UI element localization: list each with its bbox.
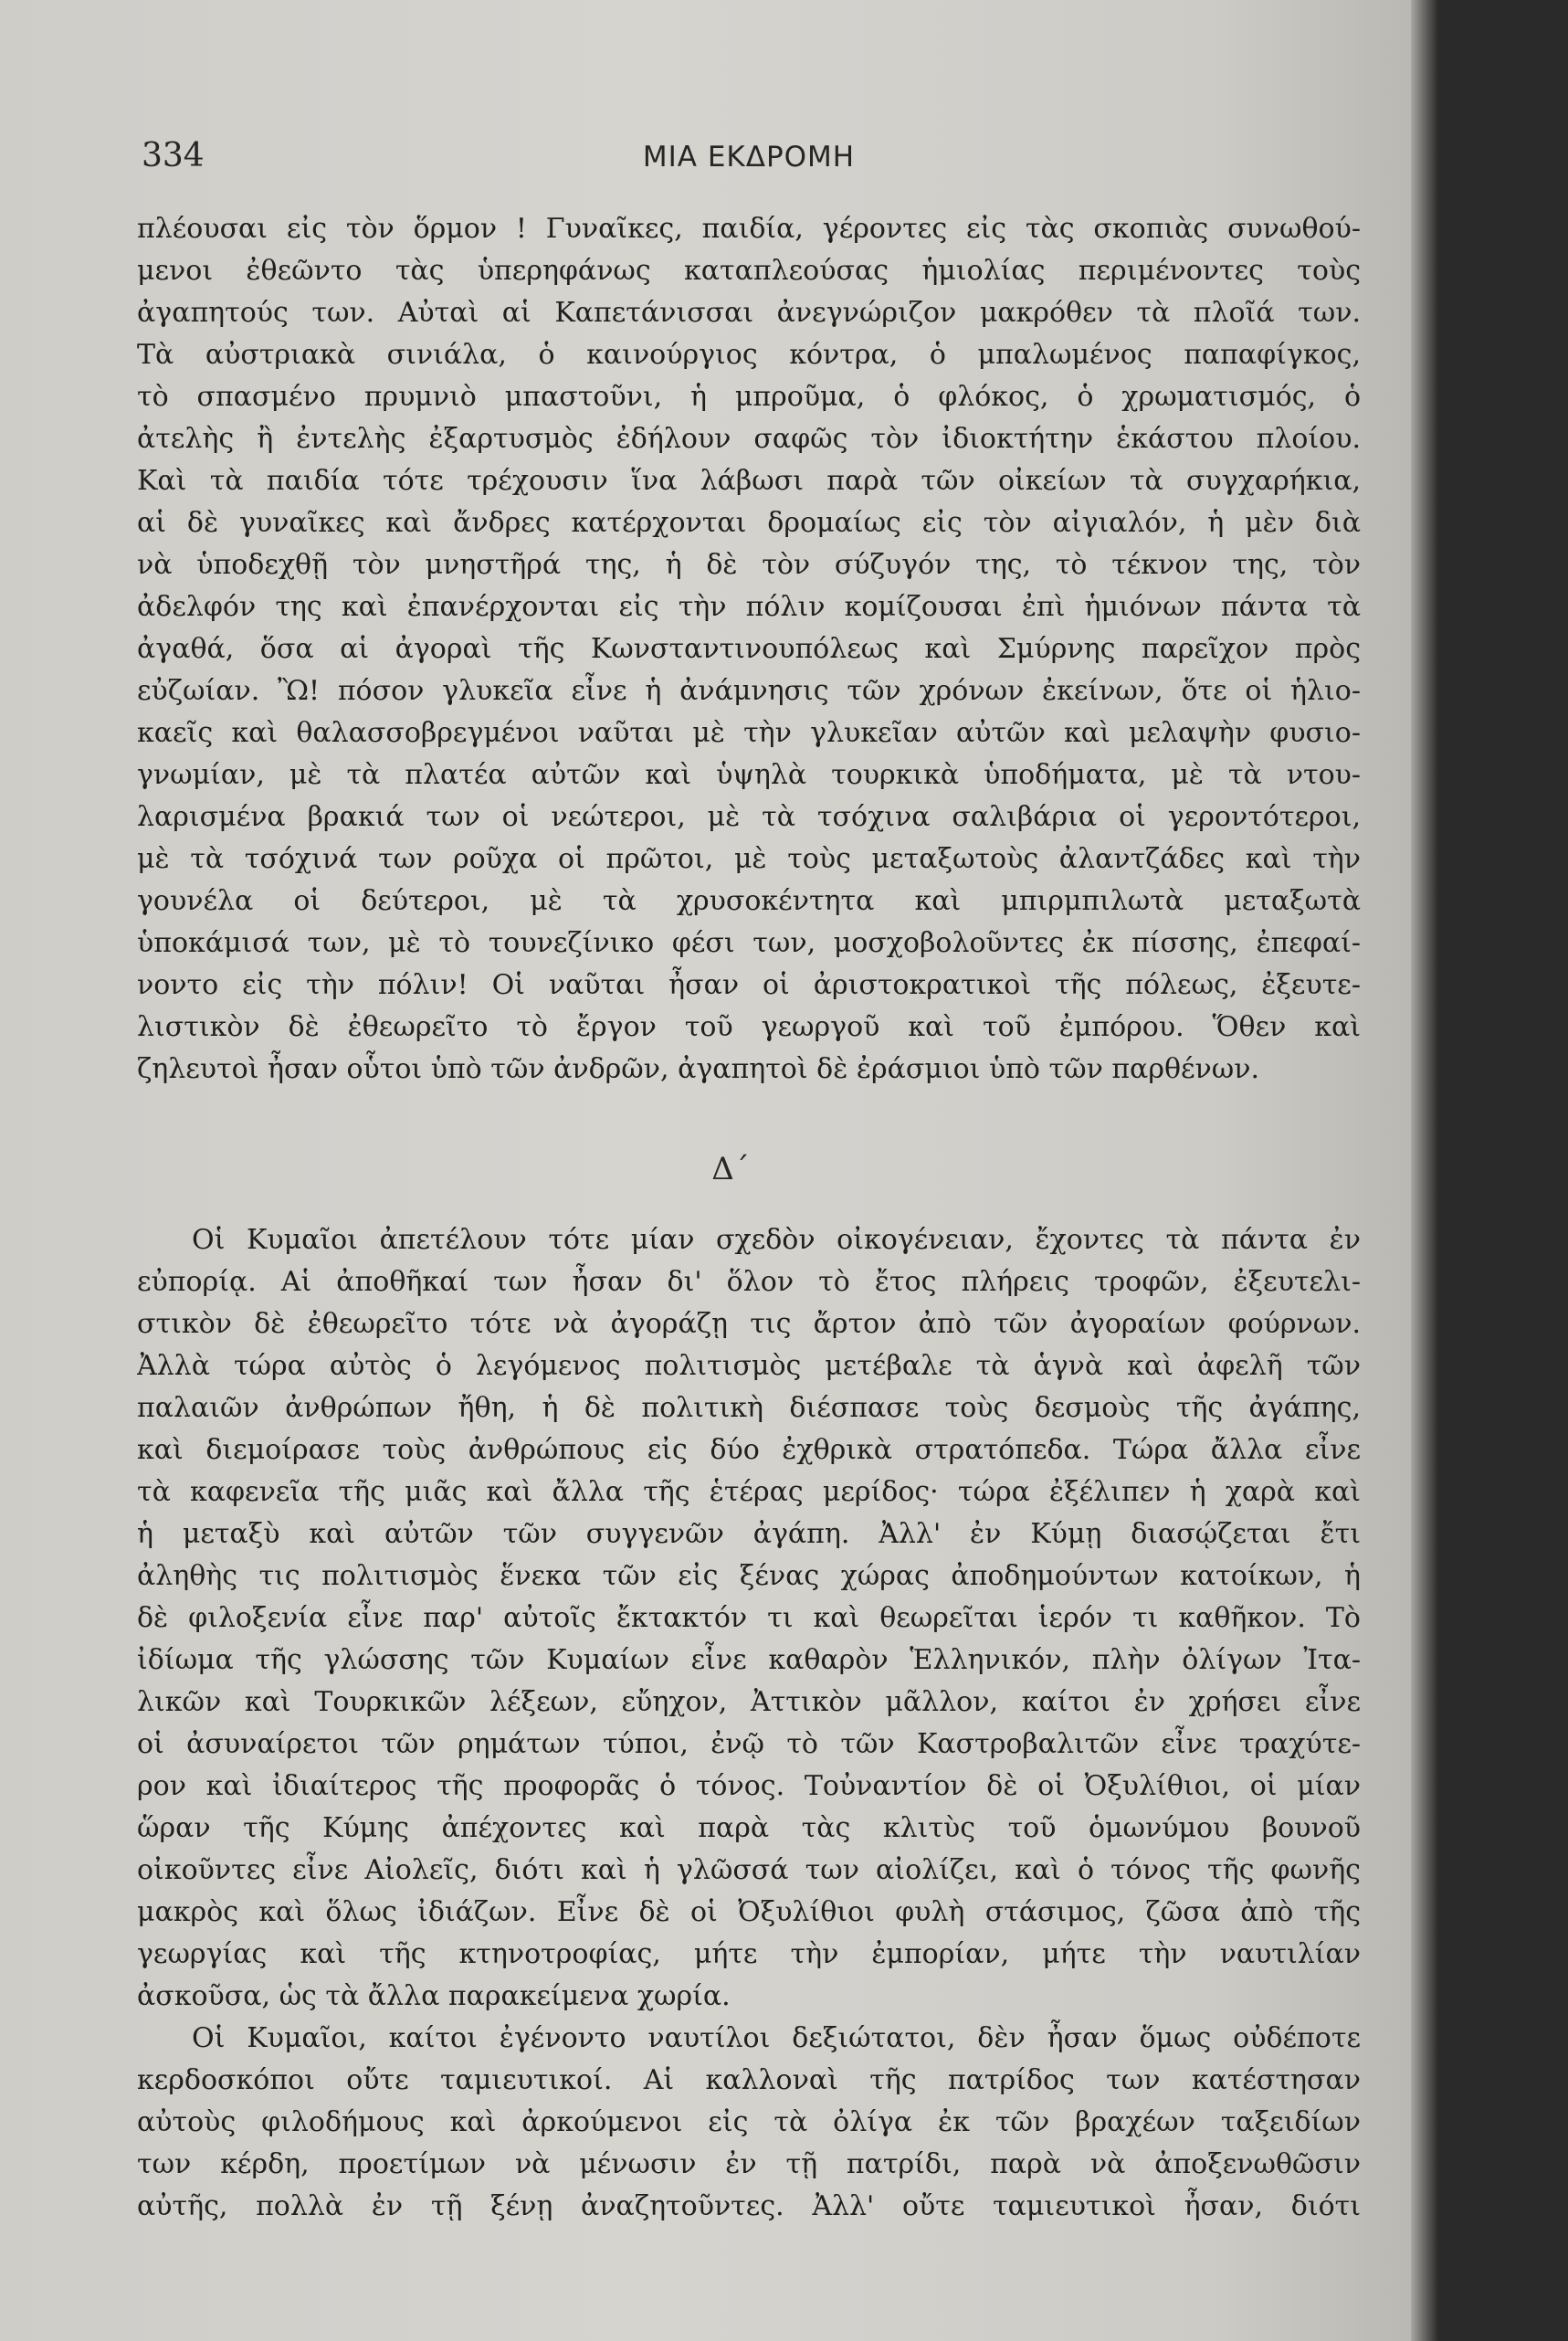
- text-line: νοντο εἰς τὴν πόλιν! Οἱ ναῦται ἦσαν οἱ ἀριστοκρατικοὶ τῆς πόλεως, ἐξευτε-: [137, 969, 1361, 1001]
- text-line: ἡ μεταξὺ καὶ αὐτῶν τῶν συγγενῶν ἀγάπη. Ἀλλ' ἐν Κύμῃ διασῴζεται ἔτι: [137, 1518, 1361, 1550]
- text-line: μακρὸς καὶ ὅλως ἰδιάζων. Εἶνε δὲ οἱ Ὀξυλίθιοι φυλὴ στάσιμος, ζῶσα ἀπὸ τῆς: [137, 1896, 1361, 1928]
- text-line: αἱ δὲ γυναῖκες καὶ ἄνδρες κατέρχονται δρομαίως εἰς τὸν αἰγιαλόν, ἡ μὲν διὰ: [137, 507, 1361, 539]
- text-line: ρον καὶ ἰδιαίτερος τῆς προφορᾶς ὁ τόνος. Τοὐναντίον δὲ οἱ Ὀξυλίθιοι, οἱ μίαν: [137, 1770, 1361, 1802]
- text-line: μενοι ἐθεῶντο τὰς ὑπερηφάνως καταπλεούσας ἡμιολίας περιμένοντες τοὺς: [137, 255, 1361, 287]
- text-line: των κέρδη, προετίμων νὰ μένωσιν ἐν τῇ πατρίδι, παρὰ νὰ ἀποξενωθῶσιν: [137, 2148, 1361, 2180]
- text-line: καὶ διεμοίρασε τοὺς ἀνθρώπους εἰς δύο ἐχθρικὰ στρατόπεδα. Τώρα ἄλλα εἶνε: [137, 1434, 1361, 1466]
- text-line: τὰ καφενεῖα τῆς μιᾶς καὶ ἄλλα τῆς ἑτέρας μερίδος· τώρα ἐξέλιπεν ἡ χαρὰ καὶ: [137, 1476, 1361, 1508]
- text-line: ἰδίωμα τῆς γλώσσης τῶν Κυμαίων εἶνε καθαρὸν Ἑλληνικόν, πλὴν ὀλίγων Ἰτα-: [137, 1644, 1361, 1676]
- text-line: κερδοσκόποι οὔτε ταμιευτικοί. Αἱ καλλοναὶ τῆς πατρίδος των κατέστησαν: [137, 2064, 1361, 2096]
- text-line: πλέουσαι εἰς τὸν ὅρμον ! Γυναῖκες, παιδία, γέροντες εἰς τὰς σκοπιὰς συνωθού-: [137, 213, 1361, 245]
- text-line: στικὸν δὲ ἐθεωρεῖτο τότε νὰ ἀγοράζῃ τις ἄρτον ἀπὸ τῶν ἀγοραίων φούρνων.: [137, 1308, 1361, 1340]
- text-line: Οἱ Κυμαῖοι ἀπετέλουν τότε μίαν σχεδὸν οἰκογένειαν, ἔχοντες τὰ πάντα ἐν: [192, 1224, 1361, 1256]
- text-line: Καὶ τὰ παιδία τότε τρέχουσιν ἵνα λάβωσι παρὰ τῶν οἰκείων τὰ συγχαρήκια,: [137, 465, 1361, 497]
- page-header: [142, 137, 1356, 192]
- section-heading: Δ΄: [711, 1151, 750, 1187]
- text-line: λαρισμένα βρακιά των οἱ νεώτεροι, μὲ τὰ τσόχινα σαλιβάρια οἱ γεροντότεροι,: [137, 801, 1361, 833]
- text-line: ὑποκάμισά των, μὲ τὸ τουνεζίνικο φέσι των, μοσχοβολοῦντες ἐκ πίσσης, ἐπεφαί-: [137, 927, 1361, 959]
- text-line: ἀτελὴς ἢ ἐντελὴς ἐξαρτυσμὸς ἐδήλουν σαφῶς τὸν ἰδιοκτήτην ἑκάστου πλοίου.: [137, 423, 1361, 455]
- text-line: τὸ σπασμένο πρυμνιὸ μπαστοῦνι, ἡ μπροῦμα, ὁ φλόκος, ὁ χρωματισμός, ὁ: [137, 381, 1361, 413]
- page-edge-shadow: [1411, 0, 1438, 2341]
- text-line: Ἀλλὰ τώρα αὐτὸς ὁ λεγόμενος πολιτισμὸς μετέβαλε τὰ ἁγνὰ καὶ ἀφελῆ τῶν: [137, 1350, 1361, 1382]
- text-line: ζηλευτοὶ ἦσαν οὗτοι ὑπὸ τῶν ἀνδρῶν, ἀγαπητοὶ δὲ ἐράσμιοι ὑπὸ τῶν παρθένων.: [137, 1053, 1260, 1085]
- text-line: παλαιῶν ἀνθρώπων ἤθη, ἡ δὲ πολιτικὴ διέσπασε τοὺς δεσμοὺς τῆς ἀγάπης,: [137, 1392, 1361, 1424]
- text-line: νὰ ὑποδεχθῇ τὸν μνηστῆρά της, ἡ δὲ τὸν σύζυγόν της, τὸ τέκνον της, τὸν: [137, 549, 1361, 581]
- text-line: αὐτοὺς φιλοδήμους καὶ ἀρκούμενοι εἰς τὰ ὀλίγα ἐκ τῶν βραχέων ταξειδίων: [137, 2106, 1361, 2138]
- text-line: γεωργίας καὶ τῆς κτηνοτροφίας, μήτε τὴν ἐμπορίαν, μήτε τὴν ναυτιλίαν: [137, 1938, 1361, 1970]
- text-line: ὥραν τῆς Κύμης ἀπέχοντες καὶ παρὰ τὰς κλιτὺς τοῦ ὁμωνύμου βουνοῦ: [137, 1812, 1361, 1844]
- text-line: Οἱ Κυμαῖοι, καίτοι ἐγένοντο ναυτίλοι δεξιώτατοι, δὲν ἦσαν ὅμως οὐδέποτε: [192, 2022, 1361, 2054]
- text-line: δὲ φιλοξενία εἶνε παρ' αὐτοῖς ἔκτακτόν τι καὶ θεωρεῖται ἱερόν τι καθῆκον. Τὸ: [137, 1602, 1361, 1634]
- paragraph-block-2: [137, 1219, 1361, 2228]
- page-number: 334: [142, 137, 205, 174]
- text-line: λικῶν καὶ Τουρκικῶν λέξεων, εὔηχον, Ἀττικὸν μᾶλλον, καίτοι ἐν χρήσει εἶνε: [137, 1686, 1361, 1718]
- text-line: οἰκοῦντες εἶνε Αἰολεῖς, διότι καὶ ἡ γλῶσσά των αἰολίζει, καὶ ὁ τόνος τῆς φωνῆς: [137, 1854, 1361, 1886]
- text-line: ἀσκοῦσα, ὡς τὰ ἄλλα παρακείμενα χωρία.: [137, 1980, 731, 2012]
- text-line: αὐτῆς, πολλὰ ἐν τῇ ξένῃ ἀναζητοῦντες. Ἀλλ' οὔτε ταμιευτικοὶ ἦσαν, διότι: [137, 2190, 1361, 2222]
- text-line: ἀδελφόν της καὶ ἐπανέρχονται εἰς τὴν πόλιν κομίζουσαι ἐπὶ ἡμιόνων πάντα τὰ: [137, 591, 1361, 623]
- text-line: καεῖς καὶ θαλασσοβρεγμένοι ναῦται μὲ τὴν γλυκεῖαν αὐτῶν καὶ μελαψὴν φυσιο-: [137, 717, 1361, 749]
- text-line: γνωμίαν, μὲ τὰ πλατέα αὐτῶν καὶ ὑψηλὰ τουρκικὰ ὑποδήματα, μὲ τὰ ντου-: [137, 759, 1361, 791]
- text-line: ἀγαπητούς των. Αὐταὶ αἱ Καπετάνισσαι ἀνεγνώριζον μακρόθεν τὰ πλοῖά των.: [137, 297, 1361, 329]
- text-line: μὲ τὰ τσόχινά των ροῦχα οἱ πρῶτοι, μὲ τοὺς μεταξωτοὺς ἀλαντζάδες καὶ τὴν: [137, 843, 1361, 875]
- text-line: οἱ ἀσυναίρετοι τῶν ρημάτων τύποι, ἐνῷ τὸ τῶν Καστροβαλιτῶν εἶνε τραχύτε-: [137, 1728, 1361, 1760]
- text-line: εὐπορίᾳ. Αἱ ἀποθῆκαί των ἦσαν δι' ὅλον τὸ ἔτος πλήρεις τροφῶν, ἐξευτελι-: [137, 1266, 1361, 1298]
- text-line: λιστικὸν δὲ ἐθεωρεῖτο τὸ ἔργον τοῦ γεωργοῦ καὶ τοῦ ἐμπόρου. Ὅθεν καὶ: [137, 1011, 1361, 1043]
- text-line: Τὰ αὐστριακὰ σινιάλα, ὁ καινούργιος κόντρα, ὁ μπαλωμένος παπαφίγκος,: [137, 339, 1361, 371]
- running-title: ΜΙΑ ΕΚΔΡΟΜΗ: [642, 141, 856, 174]
- text-line: εὐζωίαν. Ὢ! πόσον γλυκεῖα εἶνε ἡ ἀνάμνησις τῶν χρόνων ἐκείνων, ὅτε οἱ ἡλιο-: [137, 675, 1361, 707]
- text-line: γουνέλα οἱ δεύτεροι, μὲ τὰ χρυσοκέντητα καὶ μπιρμπιλωτὰ μεταξωτὰ: [137, 885, 1361, 917]
- text-line: ἀληθὴς τις πολιτισμὸς ἕνεκα τῶν εἰς ξένας χώρας ἀποδημούντων κατοίκων, ἡ: [137, 1560, 1361, 1592]
- paragraph-block-1: [137, 208, 1361, 1091]
- text-line: ἀγαθά, ὅσα αἱ ἀγοραὶ τῆς Κωνσταντινουπόλεως καὶ Σμύρνης παρεῖχον πρὸς: [137, 633, 1361, 665]
